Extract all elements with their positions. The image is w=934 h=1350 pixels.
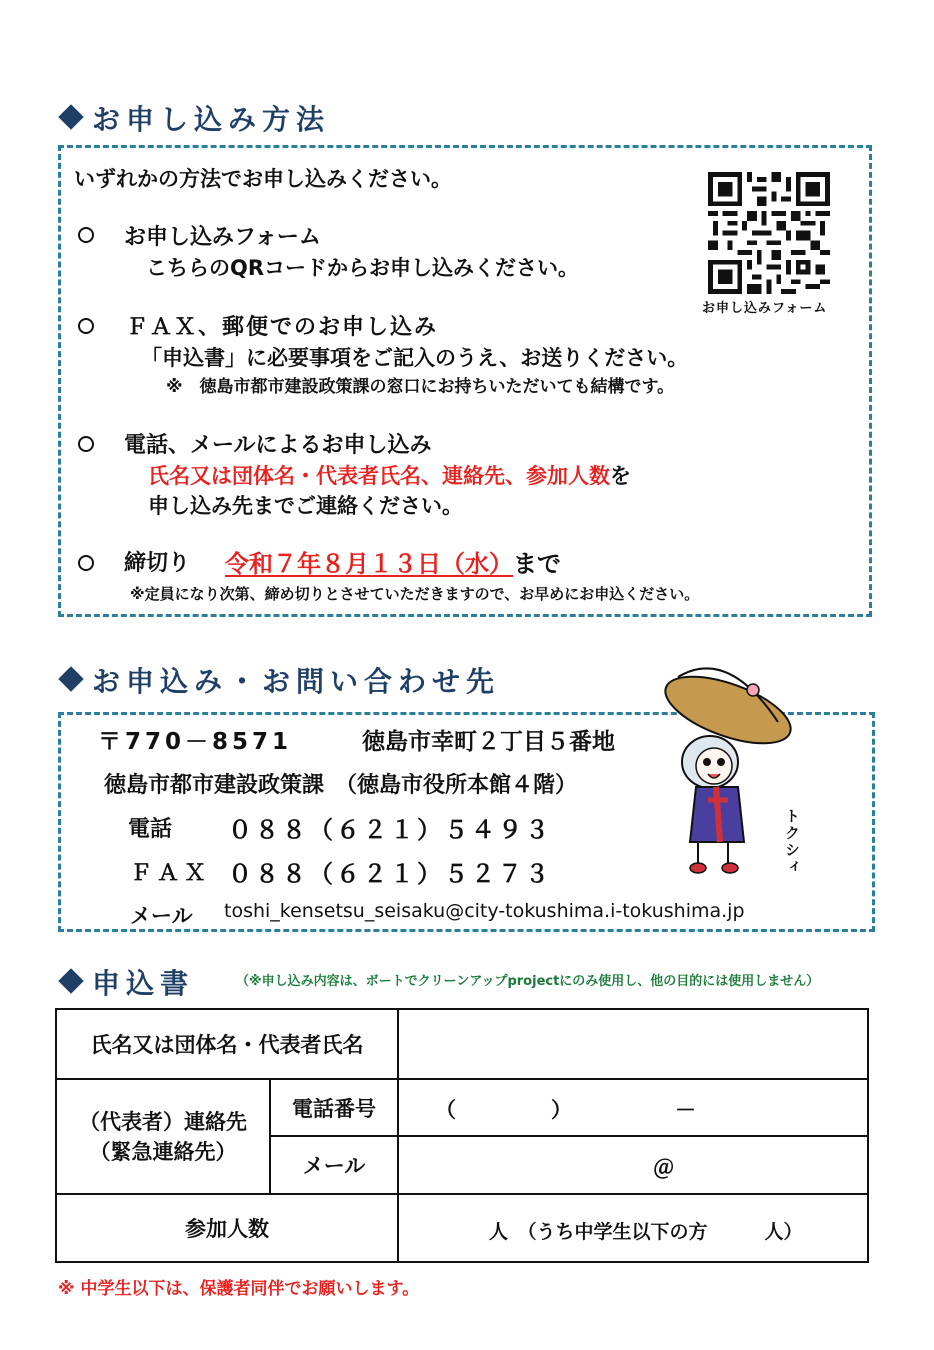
participants-label: 参加人数 (56, 1194, 398, 1262)
contact-label-2: （緊急連絡先） (89, 1139, 237, 1164)
office-name: 徳島市都市建設政策課 （徳島市役所本館４階） (104, 773, 578, 798)
contact-label-cell (56, 1079, 270, 1194)
method-phone-desc2: 申し込み先までご連絡ください。 (148, 494, 463, 518)
row-name-label: 氏名又は団体名・代表者氏名 (56, 1009, 398, 1079)
tel-number: ０８８（６２１）５４９３ (228, 816, 552, 844)
section-heading-application-form: 申込書 (62, 962, 194, 1002)
method-form-label: お申し込みフォーム (124, 225, 321, 250)
intro-text: いずれかの方法でお申し込みください。 (74, 167, 452, 191)
circle-bullet-icon (78, 555, 94, 571)
fax-number: ０８８（６２１）５２７３ (228, 860, 552, 888)
diamond-bullet-icon (58, 104, 83, 129)
qr-caption: お申し込みフォーム (702, 301, 828, 316)
address: 徳島市幸町２丁目５番地 (362, 729, 615, 755)
postal-code: 〒770－8571 (98, 729, 293, 755)
method-form-desc: こちらのQRコードからお申し込みください。 (146, 256, 580, 280)
phone-label: 電話番号 (270, 1079, 398, 1136)
diamond-bullet-icon (58, 968, 83, 993)
fax-label: ＦＡＸ (130, 861, 212, 886)
mail-label-cell: メール (270, 1136, 398, 1194)
diamond-bullet-icon (58, 666, 83, 691)
circle-bullet-icon (78, 436, 94, 452)
contact-label-1: （代表者）連絡先 (79, 1109, 247, 1134)
application-form-table (55, 1008, 869, 1263)
circle-bullet-icon (78, 227, 94, 243)
deadline-note: ※定員になり次第、締め切りとさせていただきますので、お早めにお申込ください。 (130, 585, 700, 603)
phone-input-cell[interactable]: （ ） － (398, 1079, 868, 1136)
privacy-note: （※申し込み内容は、ボートでクリーンアップprojectにのみ使用し、他の目的には使用しません） (236, 974, 820, 989)
participants-input-cell[interactable]: 人 （うち中学生以下の方 人） (398, 1194, 868, 1262)
mascot-tokushii-illustration (658, 652, 798, 880)
tel-label: 電話 (128, 817, 173, 842)
name-input-cell[interactable] (398, 1009, 868, 1079)
method-fax-label: ＦＡＸ、郵便でのお申し込み (126, 315, 439, 340)
method-phone-label: 電話、メールによるお申し込み (124, 433, 432, 458)
method-fax-note: ※ 徳島市都市建設政策課の窓口にお持ちいただいても結構です。 (166, 377, 675, 397)
required-items-text: 氏名又は団体名・代表者氏名、連絡先、参加人数 (148, 464, 610, 488)
method-phone-desc: 氏名又は団体名・代表者氏名、連絡先、参加人数を (148, 464, 631, 488)
deadline-date-line: 令和７年８月１３日（水）まで (225, 550, 561, 578)
mail-label: メール (130, 904, 193, 928)
deadline-date: 令和７年８月１３日（水） (225, 550, 513, 578)
mail-input-cell[interactable]: ＠ (398, 1136, 868, 1194)
guardian-note: ※ 中学生以下は、保護者同伴でお願いします。 (58, 1279, 420, 1299)
mail-address[interactable]: toshi_kensetsu_seisaku@city-tokushima.i-tokushima.jp (224, 900, 745, 922)
qr-code-icon[interactable] (708, 172, 830, 294)
mascot-name: トクシィ (783, 808, 801, 876)
circle-bullet-icon (78, 318, 94, 334)
section-heading-contact: お申込み・お問い合わせ先 (62, 660, 500, 700)
deadline-label: 締切り (124, 551, 191, 576)
section-heading-application-method: お申し込み方法 (62, 98, 330, 138)
method-fax-desc: 「申込書」に必要事項をご記入のうえ、お送りください。 (141, 346, 689, 370)
